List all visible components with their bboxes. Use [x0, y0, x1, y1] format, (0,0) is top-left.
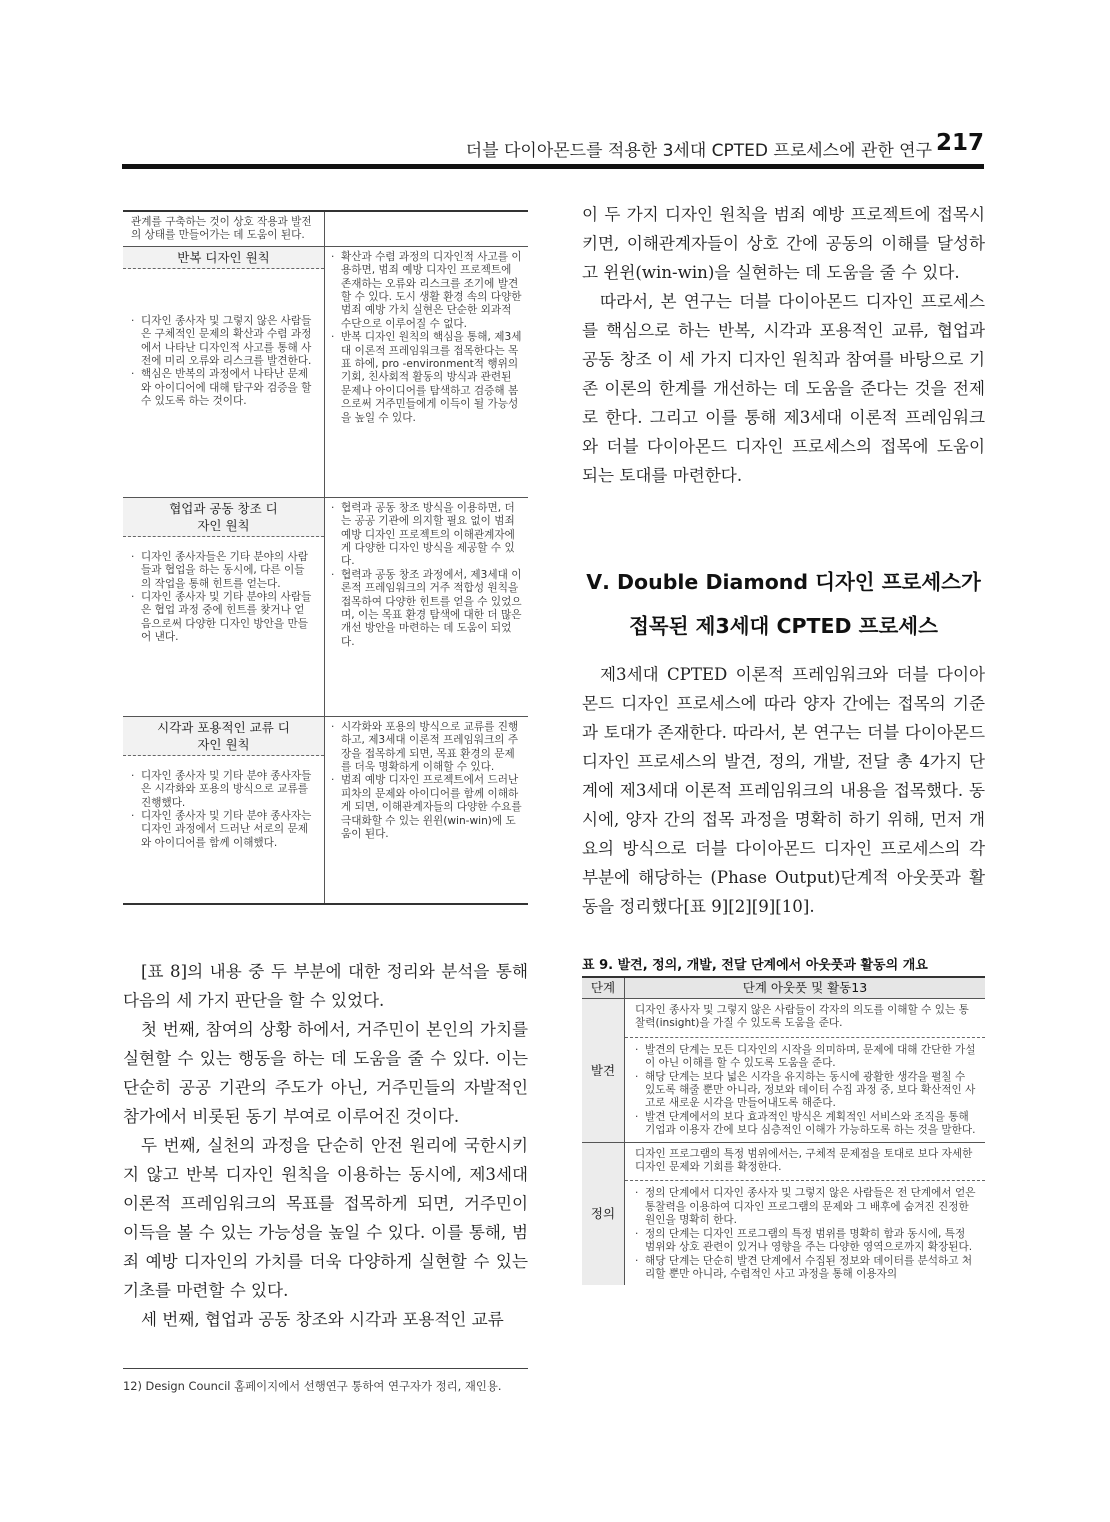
list-item: · 발견 단계에서의 보다 효과적인 방식은 계획적인 서비스와 조직을 통해 기업과 이용자 간에 보다 심층적인 이해가 가능하도록 하는 것을 말한다. — [635, 1111, 977, 1138]
running-title: 더블 다이아몬드를 적용한 3세대 CPTED 프로세스에 관한 연구 — [465, 141, 932, 161]
paragraph: 세 번째, 협업과 공동 창조와 시각과 포용적인 교류 — [141, 1310, 504, 1329]
cell-text: 관계를 구축하는 것이 상호 작용과 발전의 상태를 만들어가는 데 도움이 된다. — [131, 216, 312, 242]
right-body-text — [582, 200, 985, 490]
paragraph: 두 번째, 실천의 과정을 단순히 안전 원리에 국한시키지 않고 반복 디자인 원칙을 이용하는 동시에, 제3세대 이론적 프레임워크의 목표를 접목하게 되면, 거주민이 이득을 볼 수 있는 가능성을 높일 수 있다. 이를 통해, 범죄 예방 디자인의 가치를 더욱 다양하게 실현할 수 있는 기초를 마련할 수 있다. — [123, 1136, 528, 1300]
paragraph: 이 두 가지 디자인 원칙을 범죄 예방 프로젝트에 접목시키면, 이해관계자들이 상호 간에 공동의 이해를 달성하고 윈윈(win-win)을 실현하는 데 도움을 줄 수 있다. — [582, 205, 985, 282]
page-number: 217 — [935, 130, 984, 156]
principle-cell — [123, 498, 325, 716]
table-8-continued — [123, 210, 528, 905]
table-row — [123, 212, 528, 247]
paragraph: 따라서, 본 연구는 더블 다이아몬드 디자인 프로세스를 핵심으로 하는 반복, 시각과 포용적인 교류, 협업과 공동 창조 이 세 가지 디자인 원칙과 참여를 바탕으로 기존 이론의 한계를 개선하는 데 도움을 준다는 것을 전제로 한다. 그리고 이를 통해 제3세대 이론적 프레임워크와 더블 다이아몬드 디자인 프로세스의 접목에 도움이 되는 토대를 마련한다. — [582, 292, 985, 485]
table-row — [582, 1143, 985, 1286]
stage-output: 디자인 종사자 및 그렇지 않은 사람들이 각자의 의도를 이해할 수 있는 통찰력(insight)을 가질 수 있도록 도움을 준다. — [625, 999, 985, 1038]
list-item: · 해당 단계는 보다 넓은 시각을 유지하는 동시에 광활한 생각을 펼칠 수 있도록 해줄 뿐만 아니라, 정보와 데이터 수집 과정 중, 보다 확산적인 사고로 새로운 시각을 만들어내도록 해준다. — [635, 1071, 977, 1111]
footnote: 12) Design Council 홈페이지에서 선행연구 통하여 연구자가 정리, 재인용. — [123, 1379, 502, 1393]
table-cell — [123, 212, 325, 246]
table-caption: 표 9. 발견, 정의, 개발, 전달 단계에서 아웃풋과 활동의 개요 — [582, 958, 928, 973]
list-item: · 디자인 종사자 및 기타 분야 종사자는 디자인 과정에서 드러난 서로의 문제와 아이디어를 함께 이해했다. — [131, 810, 314, 850]
column-header-stage: 단계 — [582, 978, 625, 998]
list-item: · 정의 단계는 디자인 프로그램의 특정 범위를 명확히 함과 동시에, 특정 범위와 상호 관련이 있거나 영향을 주는 다양한 영역으로까지 확장된다. — [635, 1228, 977, 1255]
list-item: · 디자인 종사자 및 그렇지 않은 사람들은 구체적인 문제의 확산과 수렴 과정에서 나타난 디자인적 사고를 통해 사전에 미리 오류와 리스크를 발견한다. — [131, 315, 314, 369]
list-item: · 정의 단계에서 디자인 종사자 및 그렇지 않은 사람들은 전 단계에서 얻은 통찰력을 이용하여 디자인 프로그램의 문제와 그 배후에 숨겨진 진정한 원인을 명확히 한다. — [635, 1187, 977, 1227]
list-item: · 범죄 예방 디자인 프로젝트에서 드러난 피차의 문제와 아이디어를 함께 이해하게 되면, 이해관계자들의 다양한 수요를 극대화할 수 있는 윈윈(win-win)에 도움이 된다. — [331, 774, 522, 841]
column-header-output: 단계 아웃풋 및 활동13 — [742, 980, 868, 995]
table-9 — [582, 976, 985, 1285]
stage-output: 디자인 프로그램의 특정 범위에서는, 구체적 문제점을 토대로 보다 자세한 디자인 문제와 기회를 확정한다. — [625, 1143, 985, 1182]
description-cell — [325, 247, 528, 497]
list-item: · 시각화와 포용의 방식으로 교류를 진행하고, 제3세대 이론적 프레임워크의 주장을 접목하게 되면, 목표 환경의 문제를 더욱 명확하게 이해할 수 있다. — [331, 721, 522, 775]
principle-heading: 반복 디자인 원칙 — [123, 247, 324, 269]
section-body-text — [582, 660, 985, 921]
left-body-text — [123, 957, 528, 1334]
paragraph: [표 8]의 내용 중 두 부분에 대한 정리와 분석을 통해 다음의 세 가지 판단을 할 수 있었다. — [123, 962, 528, 1010]
list-item: · 핵심은 반복의 과정에서 나타난 문제와 아이디어에 대해 탐구와 검증을 할 수 있도록 하는 것이다. — [131, 368, 314, 408]
section-title-line: 접목된 제3세대 CPTED 프로세스 — [629, 614, 938, 638]
table-row — [582, 999, 985, 1143]
list-item: · 협력과 공동 창조 방식을 이용하면, 더는 공공 기관에 의지할 필요 없이 범죄 예방 디자인 프로젝트의 이해관계자에게 다양한 디자인 방식을 제공할 수 있다. — [331, 502, 522, 569]
description-cell — [325, 717, 528, 903]
footnote-divider — [123, 1368, 528, 1369]
table-header-row — [582, 978, 985, 999]
paragraph: 제3세대 CPTED 이론적 프레임워크와 더블 다이아몬드 디자인 프로세스에 따라 양자 간에는 접목의 기준과 토대가 존재한다. 따라서, 본 연구는 더블 다이아몬드 디자인 프로세스의 발견, 정의, 개발, 전달 총 4가지 단계에 제3세대 이론적 프레임워크의 내용을 접목했다. 동시에, 양자 간의 접목 과정을 명확히 하기 위해, 먼저 개요의 방식으로 더블 다이아몬드 디자인 프로세스의 각 부분에 해당하는 (Phase Output)단계적 아웃풋과 활동을 정리했다[표 9][2][9][10]. — [582, 665, 985, 916]
section-title — [582, 560, 985, 648]
list-item: · 확산과 수렴 과정의 디자인적 사고를 이용하면, 범죄 예방 디자인 프로젝트에 존재하는 오류와 리스크를 조기에 발견할 수 있다. 도시 생활 환경 속의 다양한 범죄 예방 가치 실현은 단순한 외과적 수단으로 이루어질 수 없다. — [331, 251, 522, 331]
description-cell — [325, 498, 528, 716]
list-item: · 디자인 종사자 및 기타 분야 종사자들은 시각화와 포용의 방식으로 교류를 진행했다. — [131, 770, 314, 810]
table-cell — [325, 212, 528, 246]
principle-heading: 시각과 포용적인 교류 디자인 원칙 — [123, 717, 324, 756]
table-row — [123, 498, 528, 717]
stage-cell: 정의 — [582, 1143, 625, 1286]
paragraph: 첫 번째, 참여의 상황 하에서, 거주민이 본인의 가치를 실현할 수 있는 행동을 하는 데 도움을 줄 수 있다. 이는 단순히 공공 기관의 주도가 아닌, 거주민들의 자발적인 참가에서 비롯된 동기 부여로 이루어진 것이다. — [123, 1020, 528, 1126]
list-item: · 디자인 종사자들은 기타 분야의 사람들과 협업을 하는 동시에, 다른 이들의 작업을 통해 힌트를 얻는다. — [131, 551, 314, 591]
principle-cell — [123, 247, 325, 497]
list-item: · 협력과 공동 창조 과정에서, 제3세대 이론적 프레임워크의 거주 적합성 원칙을 접목하여 다양한 힌트를 얻을 수 있었으며, 이는 목표 환경 탐색에 대한 더 많은 개선 방안을 마련하는 데 도움이 되었다. — [331, 569, 522, 649]
running-header — [122, 128, 984, 169]
list-item: · 해당 단계는 단순히 발견 단계에서 수집된 정보와 데이터를 분석하고 처리할 뿐만 아니라, 수렴적인 사고 과정을 통해 이용자의 — [635, 1255, 977, 1282]
principle-heading: 협업과 공동 창조 디자인 원칙 — [123, 498, 324, 537]
list-item: · 반복 디자인 원칙의 핵심을 통해, 제3세대 이론적 프레임워크를 접목한다는 목표 하에, pro -environment적 행위의 기회, 친사회적 활동의 방식과 관련된 문제나 아이디어를 탐색하고 검증해 봄으로써 거주민들에게 이득이 될 가능성을 높일 수 있다. — [331, 331, 522, 425]
list-item: · 디자인 종사자 및 기타 분야의 사람들은 협업 과정 중에 힌트를 찾거나 얻음으로써 다양한 디자인 방안을 만들어 낸다. — [131, 591, 314, 645]
section-title-line: Ⅴ. Double Diamond 디자인 프로세스가 — [586, 570, 981, 594]
list-item: · 발견의 단계는 모든 디자인의 시작을 의미하며, 문제에 대해 간단한 가설이 아닌 이해를 할 수 있도록 도움을 준다. — [635, 1044, 977, 1071]
table-row — [123, 247, 528, 498]
table-row — [123, 717, 528, 903]
principle-cell — [123, 717, 325, 903]
stage-cell: 발견 — [582, 999, 625, 1142]
